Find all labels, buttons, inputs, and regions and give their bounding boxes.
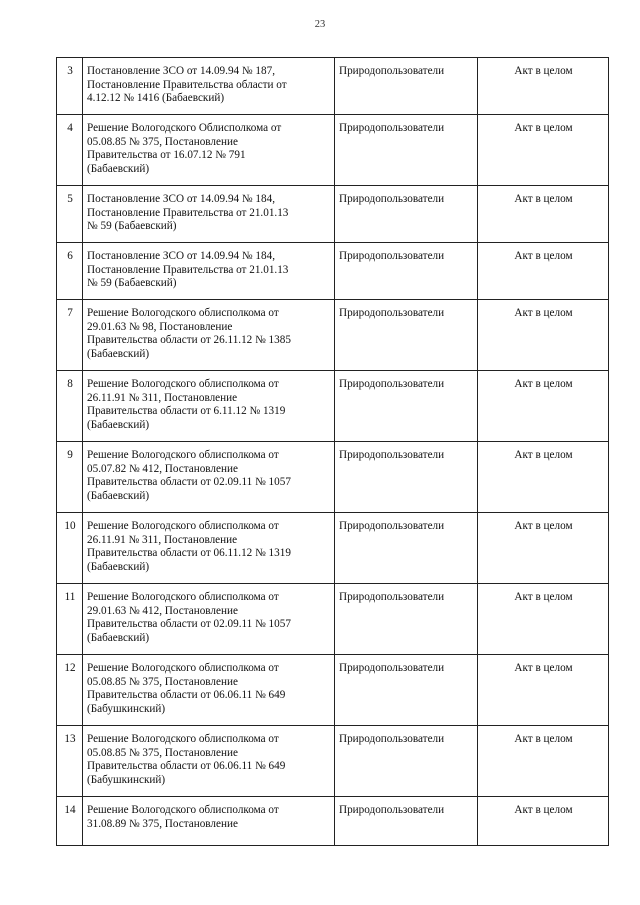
row-number-cell (57, 300, 83, 371)
act-scope-cell (478, 58, 609, 115)
act-scope: Акт в целом (514, 250, 573, 262)
document-reference-cell (83, 186, 335, 243)
subject-category-cell (335, 243, 478, 300)
act-scope-cell (478, 584, 609, 655)
row-number: 4 (67, 122, 73, 134)
row-number-cell (57, 371, 83, 442)
subject-category: Природопользователи (339, 65, 445, 77)
table-row (57, 371, 609, 442)
act-scope: Акт в целом (514, 193, 573, 205)
subject-category: Природопользователи (339, 250, 445, 262)
row-number-cell (57, 726, 83, 797)
page-number: 23 (314, 19, 326, 30)
document-reference-cell (83, 115, 335, 186)
document-reference-cell (83, 584, 335, 655)
row-number-cell (57, 58, 83, 115)
table-row (57, 115, 609, 186)
act-scope: Акт в целом (514, 733, 573, 745)
act-scope-cell (478, 186, 609, 243)
document-reference-cell (83, 726, 335, 797)
row-number: 6 (67, 250, 73, 262)
table-body (57, 58, 609, 846)
register-table (56, 57, 609, 846)
document-reference-cell (83, 371, 335, 442)
act-scope: Акт в целом (514, 804, 573, 816)
subject-category-cell (335, 726, 478, 797)
act-scope: Акт в целом (514, 378, 573, 390)
subject-category-cell (335, 186, 478, 243)
document-reference: Решение Вологодского облисполкома от 05.07.82 № 412, Постановление Правительства области от 02.09.11 № 1057 (Бабаевский) (87, 449, 291, 502)
document-reference-cell (83, 513, 335, 584)
act-scope: Акт в целом (514, 65, 573, 77)
subject-category: Природопользователи (339, 662, 445, 674)
document-reference-cell (83, 655, 335, 726)
subject-category-cell (335, 513, 478, 584)
table-row (57, 726, 609, 797)
table-row (57, 655, 609, 726)
table-row (57, 442, 609, 513)
table-row (57, 513, 609, 584)
document-reference: Решение Вологодского облисполкома от 31.08.89 № 375, Постановление (87, 804, 279, 830)
row-number: 7 (67, 307, 73, 319)
row-number-cell (57, 655, 83, 726)
document-reference-cell (83, 442, 335, 513)
act-scope-cell (478, 442, 609, 513)
document-reference-cell (83, 797, 335, 846)
document-reference: Постановление ЗСО от 14.09.94 № 184, Постановление Правительства от 21.01.13 № 59 (Бабаевский) (87, 250, 289, 290)
subject-category-cell (335, 655, 478, 726)
table-row (57, 58, 609, 115)
document-reference: Решение Вологодского облисполкома от 26.11.91 № 311, Постановление Правительства области от 06.11.12 № 1319 (Бабаевский) (87, 520, 291, 573)
document-reference: Решение Вологодского облисполкома от 26.11.91 № 311, Постановление Правительства области от 6.11.12 № 1319 (Бабаевский) (87, 378, 286, 431)
document-reference: Постановление ЗСО от 14.09.94 № 187, Постановление Правительства области от 4.12.12 № 1416 (Бабаевский) (87, 65, 287, 105)
subject-category-cell (335, 115, 478, 186)
act-scope-cell (478, 300, 609, 371)
subject-category: Природопользователи (339, 733, 445, 745)
act-scope: Акт в целом (514, 307, 573, 319)
act-scope: Акт в целом (514, 591, 573, 603)
table-row (57, 797, 609, 846)
act-scope: Акт в целом (514, 662, 573, 674)
subject-category: Природопользователи (339, 804, 445, 816)
subject-category-cell (335, 371, 478, 442)
act-scope: Акт в целом (514, 449, 573, 461)
row-number: 3 (67, 65, 73, 77)
row-number-cell (57, 584, 83, 655)
subject-category-cell (335, 584, 478, 655)
act-scope-cell (478, 371, 609, 442)
table-row (57, 243, 609, 300)
act-scope-cell (478, 243, 609, 300)
table-row (57, 186, 609, 243)
table-row (57, 300, 609, 371)
subject-category-cell (335, 300, 478, 371)
act-scope-cell (478, 115, 609, 186)
row-number: 5 (67, 193, 73, 205)
document-reference: Решение Вологодского облисполкома от 05.08.85 № 375, Постановление Правительства области от 06.06.11 № 649 (Бабушкинский) (87, 733, 286, 786)
row-number-cell (57, 797, 83, 846)
row-number-cell (57, 243, 83, 300)
act-scope: Акт в целом (514, 520, 573, 532)
document-reference: Решение Вологодского облисполкома от 29.01.63 № 98, Постановление Правительства области от 26.11.12 № 1385 (Бабаевский) (87, 307, 291, 360)
act-scope-cell (478, 655, 609, 726)
row-number: 10 (64, 520, 76, 532)
subject-category-cell (335, 442, 478, 513)
subject-category: Природопользователи (339, 591, 445, 603)
row-number: 12 (64, 662, 76, 674)
document-reference-cell (83, 243, 335, 300)
subject-category: Природопользователи (339, 193, 445, 205)
subject-category: Природопользователи (339, 122, 445, 134)
document-reference: Решение Вологодского Облисполкома от 05.08.85 № 375, Постановление Правительства от 16.07.12 № 791 (Бабаевский) (87, 122, 282, 175)
row-number: 13 (64, 733, 76, 745)
document-reference: Постановление ЗСО от 14.09.94 № 184, Постановление Правительства от 21.01.13 № 59 (Бабаевский) (87, 193, 289, 233)
act-scope-cell (478, 726, 609, 797)
row-number: 11 (64, 591, 76, 603)
row-number-cell (57, 513, 83, 584)
subject-category-cell (335, 797, 478, 846)
row-number: 9 (67, 449, 73, 461)
row-number: 8 (67, 378, 73, 390)
act-scope-cell (478, 797, 609, 846)
document-reference-cell (83, 300, 335, 371)
subject-category: Природопользователи (339, 520, 445, 532)
subject-category: Природопользователи (339, 307, 445, 319)
subject-category: Природопользователи (339, 449, 445, 461)
subject-category-cell (335, 58, 478, 115)
document-reference-cell (83, 58, 335, 115)
row-number-cell (57, 442, 83, 513)
table-row (57, 584, 609, 655)
row-number: 14 (64, 804, 76, 816)
act-scope-cell (478, 513, 609, 584)
subject-category: Природопользователи (339, 378, 445, 390)
act-scope: Акт в целом (514, 122, 573, 134)
row-number-cell (57, 115, 83, 186)
document-reference: Решение Вологодского облисполкома от 05.08.85 № 375, Постановление Правительства области от 06.06.11 № 649 (Бабушкинский) (87, 662, 286, 715)
document-reference: Решение Вологодского облисполкома от 29.01.63 № 412, Постановление Правительства области от 02.09.11 № 1057 (Бабаевский) (87, 591, 291, 644)
row-number-cell (57, 186, 83, 243)
